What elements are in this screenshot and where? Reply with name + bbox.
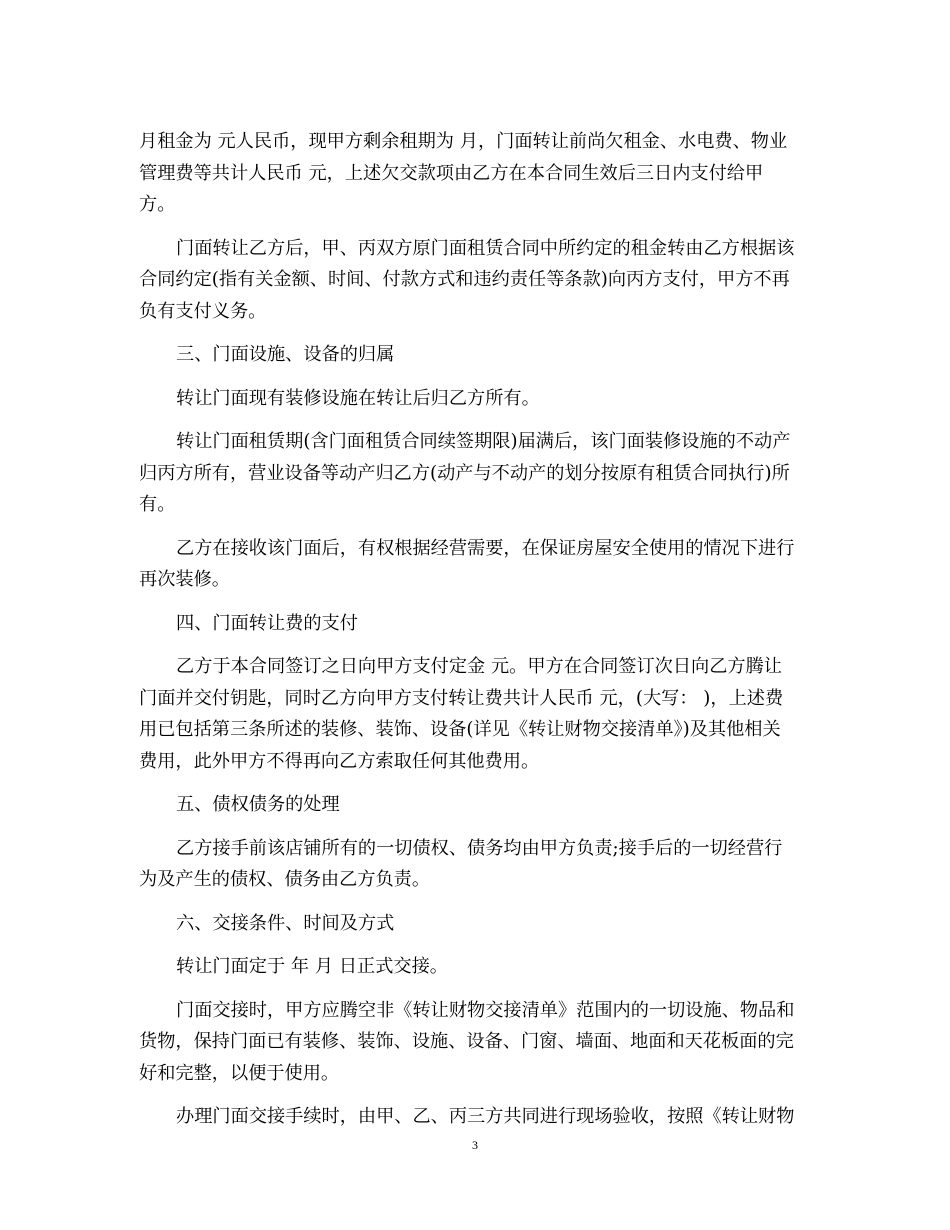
text-line: 有。 — [139, 494, 176, 515]
text-line: 乙方接手前该店铺所有的一切债权、债务均由甲方负责;接手后的一切经营行 — [176, 837, 783, 859]
text-line: 转让门面现有装修设施在转让后归乙方所有。 — [176, 387, 540, 409]
text-line: 方。 — [139, 194, 176, 215]
text-line: 用已包括第三条所述的装修、装饰、设备(详见《转让财物交接清单》)及其他相关 — [139, 719, 781, 740]
text-line: 乙方于本合同签订之日向甲方支付定金 元。甲方在合同签订次日向乙方腾让 — [176, 656, 782, 677]
text-line: 乙方在接收该门面后，有权根据经营需要，在保证房屋安全使用的情况下进行 — [176, 537, 795, 559]
section-heading: 六、交接条件、时间及方式 — [176, 912, 395, 934]
text-line: 管理费等共计人民币 元，上述欠交款项由乙方在本合同生效后三日内支付给甲 — [139, 162, 764, 184]
text-line: 货物，保持门面已有装修、装饰、设施、设备、门窗、墙面、地面和天花板面的完 — [139, 1031, 794, 1052]
text-line: 转让门面租赁期(含门面租赁合同续签期限)届满后，该门面装修设施的不动产 — [176, 431, 791, 452]
text-line: 办理门面交接手续时，由甲、乙、丙三方共同进行现场验收，按照《转让财物 — [176, 1106, 795, 1127]
page-number: 3 — [472, 1138, 478, 1152]
text-line: 门面交接时，甲方应腾空非《转让财物交接清单》范围内的一切设施、物品和 — [176, 999, 795, 1021]
document-body — [139, 126, 813, 1133]
text-line: 月租金为 元人民币，现甲方剩余租期为 月，门面转让前尚欠租金、水电费、物业 — [139, 131, 788, 152]
text-line: 负有支付义务。 — [139, 300, 267, 322]
section-heading: 五、债权债务的处理 — [176, 794, 340, 815]
section-heading: 三、门面设施、设备的归属 — [176, 344, 395, 365]
text-line: 转让门面定于 年 月 日正式交接。 — [176, 956, 448, 977]
text-line: 门面转让乙方后，甲、丙双方原门面租赁合同中所约定的租金转由乙方根据该 — [176, 237, 795, 259]
text-line: 为及产生的债权、债务由乙方负责。 — [139, 869, 431, 890]
text-line: 费用，此外甲方不得再向乙方索取任何其他费用。 — [139, 750, 540, 772]
text-line: 归丙方所有，营业设备等动产归乙方(动产与不动产的划分按原有租赁合同执行)所 — [139, 462, 790, 484]
section-heading: 四、门面转让费的支付 — [176, 612, 358, 634]
text-line: 再次装修。 — [139, 569, 230, 590]
text-line: 门面并交付钥匙，同时乙方向甲方支付转让费共计人民币 元，(大写： )，上述费 — [139, 687, 784, 709]
text-line: 好和完整，以便于使用。 — [139, 1062, 340, 1084]
text-line: 合同约定(指有关金额、时间、付款方式和违约责任等条款)向丙方支付，甲方不再 — [139, 269, 790, 290]
